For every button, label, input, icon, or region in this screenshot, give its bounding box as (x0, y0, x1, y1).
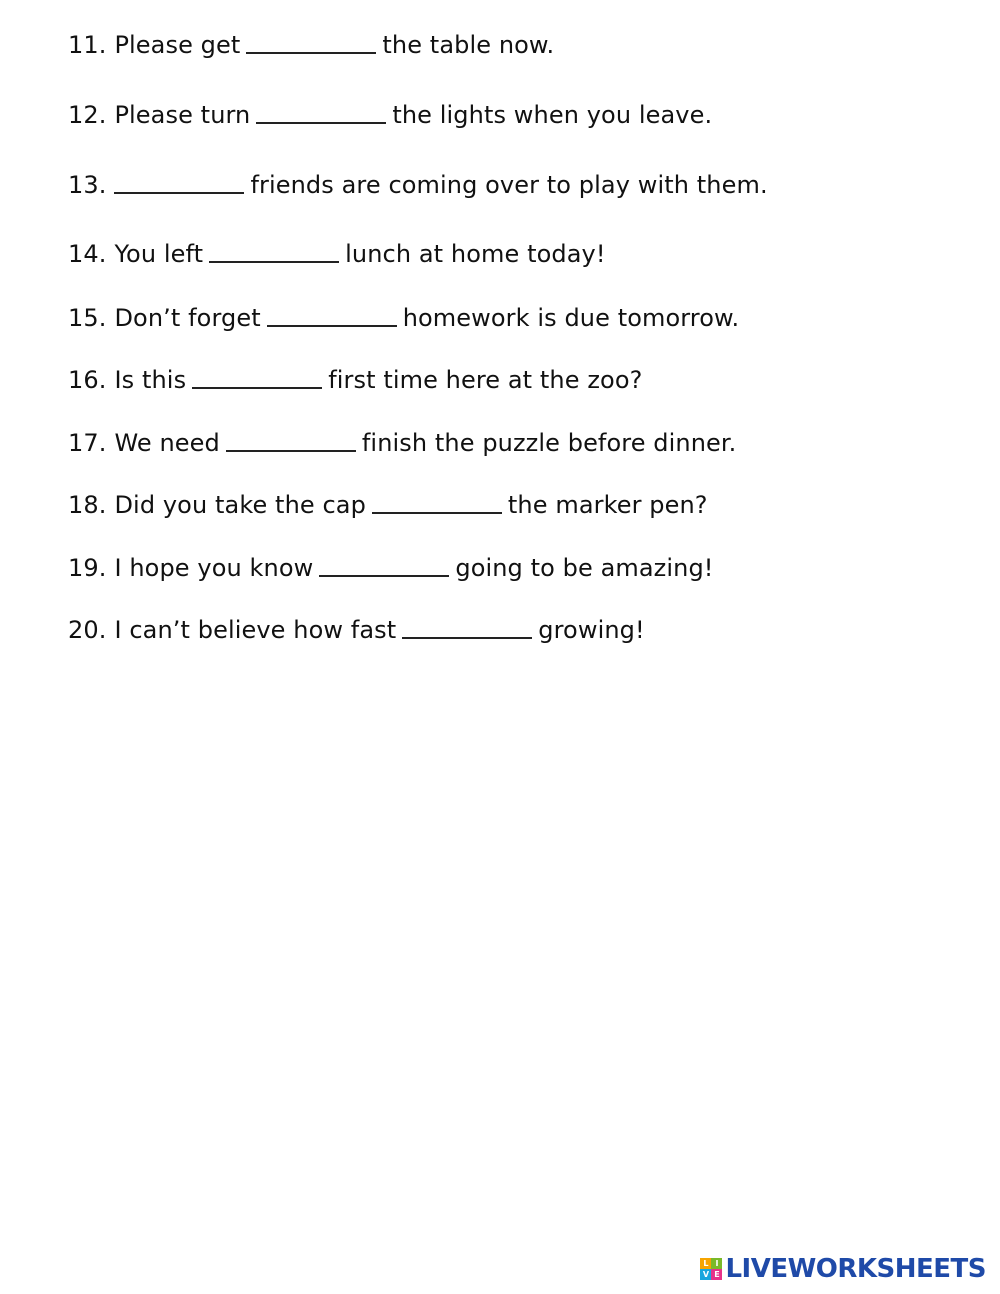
question-17 (68, 428, 736, 458)
question-text-after: the marker pen? (507, 491, 708, 519)
question-16 (68, 365, 642, 395)
question-text-before: Please get (114, 31, 241, 59)
question-number: 17. (68, 429, 107, 457)
question-number: 20. (68, 616, 107, 644)
question-text-after: lunch at home today! (345, 240, 606, 268)
question-text-before: We need (114, 429, 220, 457)
question-text-before: Is this (114, 366, 187, 394)
question-text-after: finish the puzzle before dinner. (361, 429, 737, 457)
brand-name: LIVEWORKSHEETS (725, 1254, 986, 1284)
question-text-before: I hope you know (114, 554, 314, 582)
question-18 (68, 490, 708, 520)
logo-tile-l: L (700, 1258, 711, 1269)
answer-blank[interactable] (192, 359, 322, 389)
question-text-after: first time here at the zoo? (328, 366, 643, 394)
question-19 (68, 553, 714, 583)
question-text-after: the lights when you leave. (392, 101, 713, 129)
logo-tile-i: I (711, 1258, 722, 1269)
question-text-after: homework is due tomorrow. (402, 304, 740, 332)
question-11 (68, 30, 554, 60)
answer-blank[interactable] (267, 297, 397, 327)
answer-blank[interactable] (226, 422, 356, 452)
liveworksheets-icon (700, 1258, 722, 1280)
question-15 (68, 303, 739, 333)
logo-tile-e: E (711, 1269, 722, 1280)
answer-blank[interactable] (319, 547, 449, 577)
answer-blank[interactable] (114, 164, 244, 194)
answer-blank[interactable] (246, 24, 376, 54)
question-20 (68, 615, 645, 645)
liveworksheets-logo (700, 1253, 986, 1285)
question-text-after: growing! (538, 616, 645, 644)
question-number: 19. (68, 554, 107, 582)
question-number: 15. (68, 304, 107, 332)
question-number: 12. (68, 101, 107, 129)
question-13 (68, 170, 768, 200)
question-12 (68, 100, 712, 130)
answer-blank[interactable] (402, 609, 532, 639)
question-number: 13. (68, 171, 107, 199)
question-text-after: the table now. (382, 31, 555, 59)
question-number: 14. (68, 240, 107, 268)
answer-blank[interactable] (209, 233, 339, 263)
question-number: 11. (68, 31, 107, 59)
question-text-before: I can’t believe how fast (114, 616, 397, 644)
question-text-after: friends are coming over to play with them. (250, 171, 768, 199)
answer-blank[interactable] (256, 94, 386, 124)
question-text-before: Don’t forget (114, 304, 261, 332)
answer-blank[interactable] (372, 484, 502, 514)
question-14 (68, 239, 606, 269)
question-number: 16. (68, 366, 107, 394)
logo-tile-v: V (700, 1269, 711, 1280)
question-text-before: Please turn (114, 101, 251, 129)
question-text-before: Did you take the cap (114, 491, 366, 519)
question-number: 18. (68, 491, 107, 519)
question-text-before: You left (114, 240, 204, 268)
question-text-after: going to be amazing! (455, 554, 714, 582)
